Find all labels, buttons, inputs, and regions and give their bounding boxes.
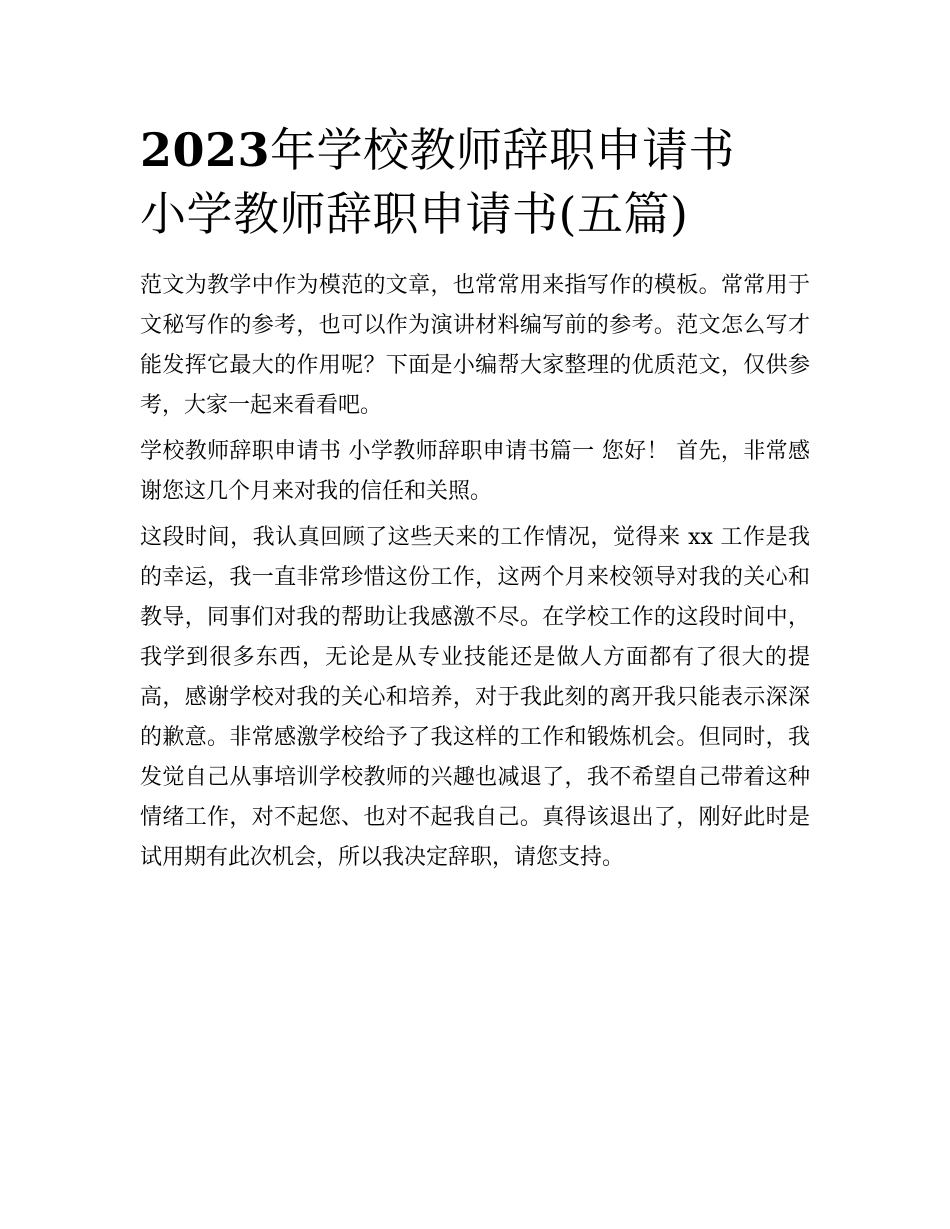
paragraph-intro: 范文为教学中作为模范的文章，也常常用来指写作的模板。常常用于文秘写作的参考，也可以作为演讲材料编写前的参考。范文怎么写才能发挥它最大的作用呢？下面是小编帮大家整理的优质范文，仅供参考，大家一起来看看吧。 [140, 273, 810, 418]
document-content [140, 118, 810, 884]
document-body [140, 266, 810, 878]
title-year: 2023 [140, 123, 271, 177]
paragraph-greeting: 学校教师辞职申请书 小学教师辞职申请书篇一 您好！ 首先，非常感谢您这几个月来对我的信任和关照。 [140, 439, 810, 504]
title-line-2: 小学教师辞职申请书(五篇) [140, 187, 689, 241]
paragraph-main: 这段时间，我认真回顾了这些天来的工作情况，觉得来 xx 工作是我的幸运，我一直非常珍惜这份工作，这两个月来校领导对我的关心和教导，同事们对我的帮助让我感激不尽。在学校工作的这段时间中，我学到很多东西，无论是从专业技能还是做人方面都有了很大的提高，感谢学校对我的关心和培养，对于我此刻的离开我只能表示深深的歉意。非常感激学校给予了我这样的工作和锻炼机会。但同时，我发觉自己从事培训学校教师的兴趣也减退了，我不希望自己带着这种情绪工作，对不起您、也对不起我自己。真得该退出了，刚好此时是试用期有此次机会，所以我决定辞职，请您支持。 [140, 525, 810, 870]
document-title [140, 118, 810, 246]
title-line-1-text: 年学校教师辞职申请书 [270, 123, 736, 177]
title-line-1 [140, 118, 810, 182]
